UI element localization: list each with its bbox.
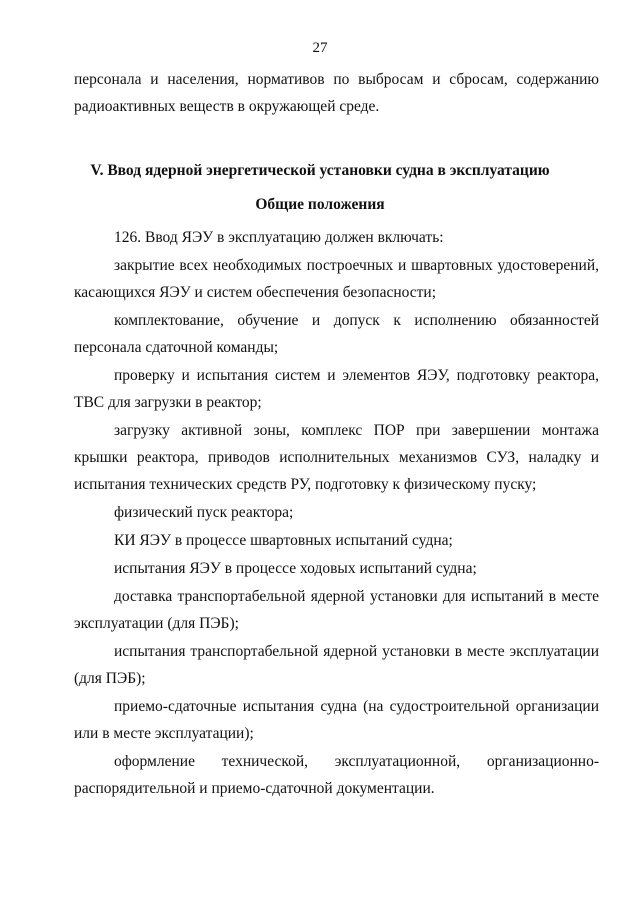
list-item: комплектование, обучение и допуск к исполнению обязанностей персонала сдаточной команды; bbox=[74, 312, 599, 356]
list-item: закрытие всех необходимых построечных и швартовных удостоверений, касающихся ЯЭУ и систем обеспечения безопасности; bbox=[74, 257, 599, 301]
continuation-text bbox=[74, 66, 599, 120]
list-item: доставка транспортабельной ядерной установки для испытаний в месте эксплуатации (для ПЭБ); bbox=[74, 588, 599, 632]
list-item: испытания транспортабельной ядерной установки в месте эксплуатации (для ПЭБ); bbox=[74, 643, 599, 687]
page-number: 27 bbox=[312, 40, 328, 56]
body-text bbox=[74, 224, 599, 802]
subsection-title: Общие положения bbox=[255, 196, 385, 213]
continuation-paragraph: персонала и населения, нормативов по выбросам и сбросам, содержанию радиоактивных веществ в окружающей среде. bbox=[74, 71, 599, 115]
paragraph-126: 126. Ввод ЯЭУ в эксплуатацию должен включать: bbox=[114, 229, 444, 246]
list-item: оформление технической, эксплуатационной, организационно-распорядительной и приемо-сдаточной документации. bbox=[74, 753, 599, 797]
section-title: V. Ввод ядерной энергетической установки судна в эксплуатацию bbox=[90, 162, 550, 179]
list-item: загрузку активной зоны, комплекс ПОР при завершении монтажа крышки реактора, приводов исполнительных механизмов СУЗ, наладку и испытания технических средств РУ, подготовку к физическому пуску; bbox=[74, 422, 599, 493]
list-item: проверку и испытания систем и элементов ЯЭУ, подготовку реактора, ТВС для загрузки в реактор; bbox=[74, 367, 599, 411]
list-item: испытания ЯЭУ в процессе ходовых испытаний судна; bbox=[114, 560, 477, 577]
list-item: приемо-сдаточные испытания судна (на судостроительной организации или в месте эксплуатации); bbox=[74, 698, 599, 742]
list-item: КИ ЯЭУ в процессе швартовных испытаний судна; bbox=[114, 532, 453, 549]
list-item: физический пуск реактора; bbox=[114, 504, 294, 521]
